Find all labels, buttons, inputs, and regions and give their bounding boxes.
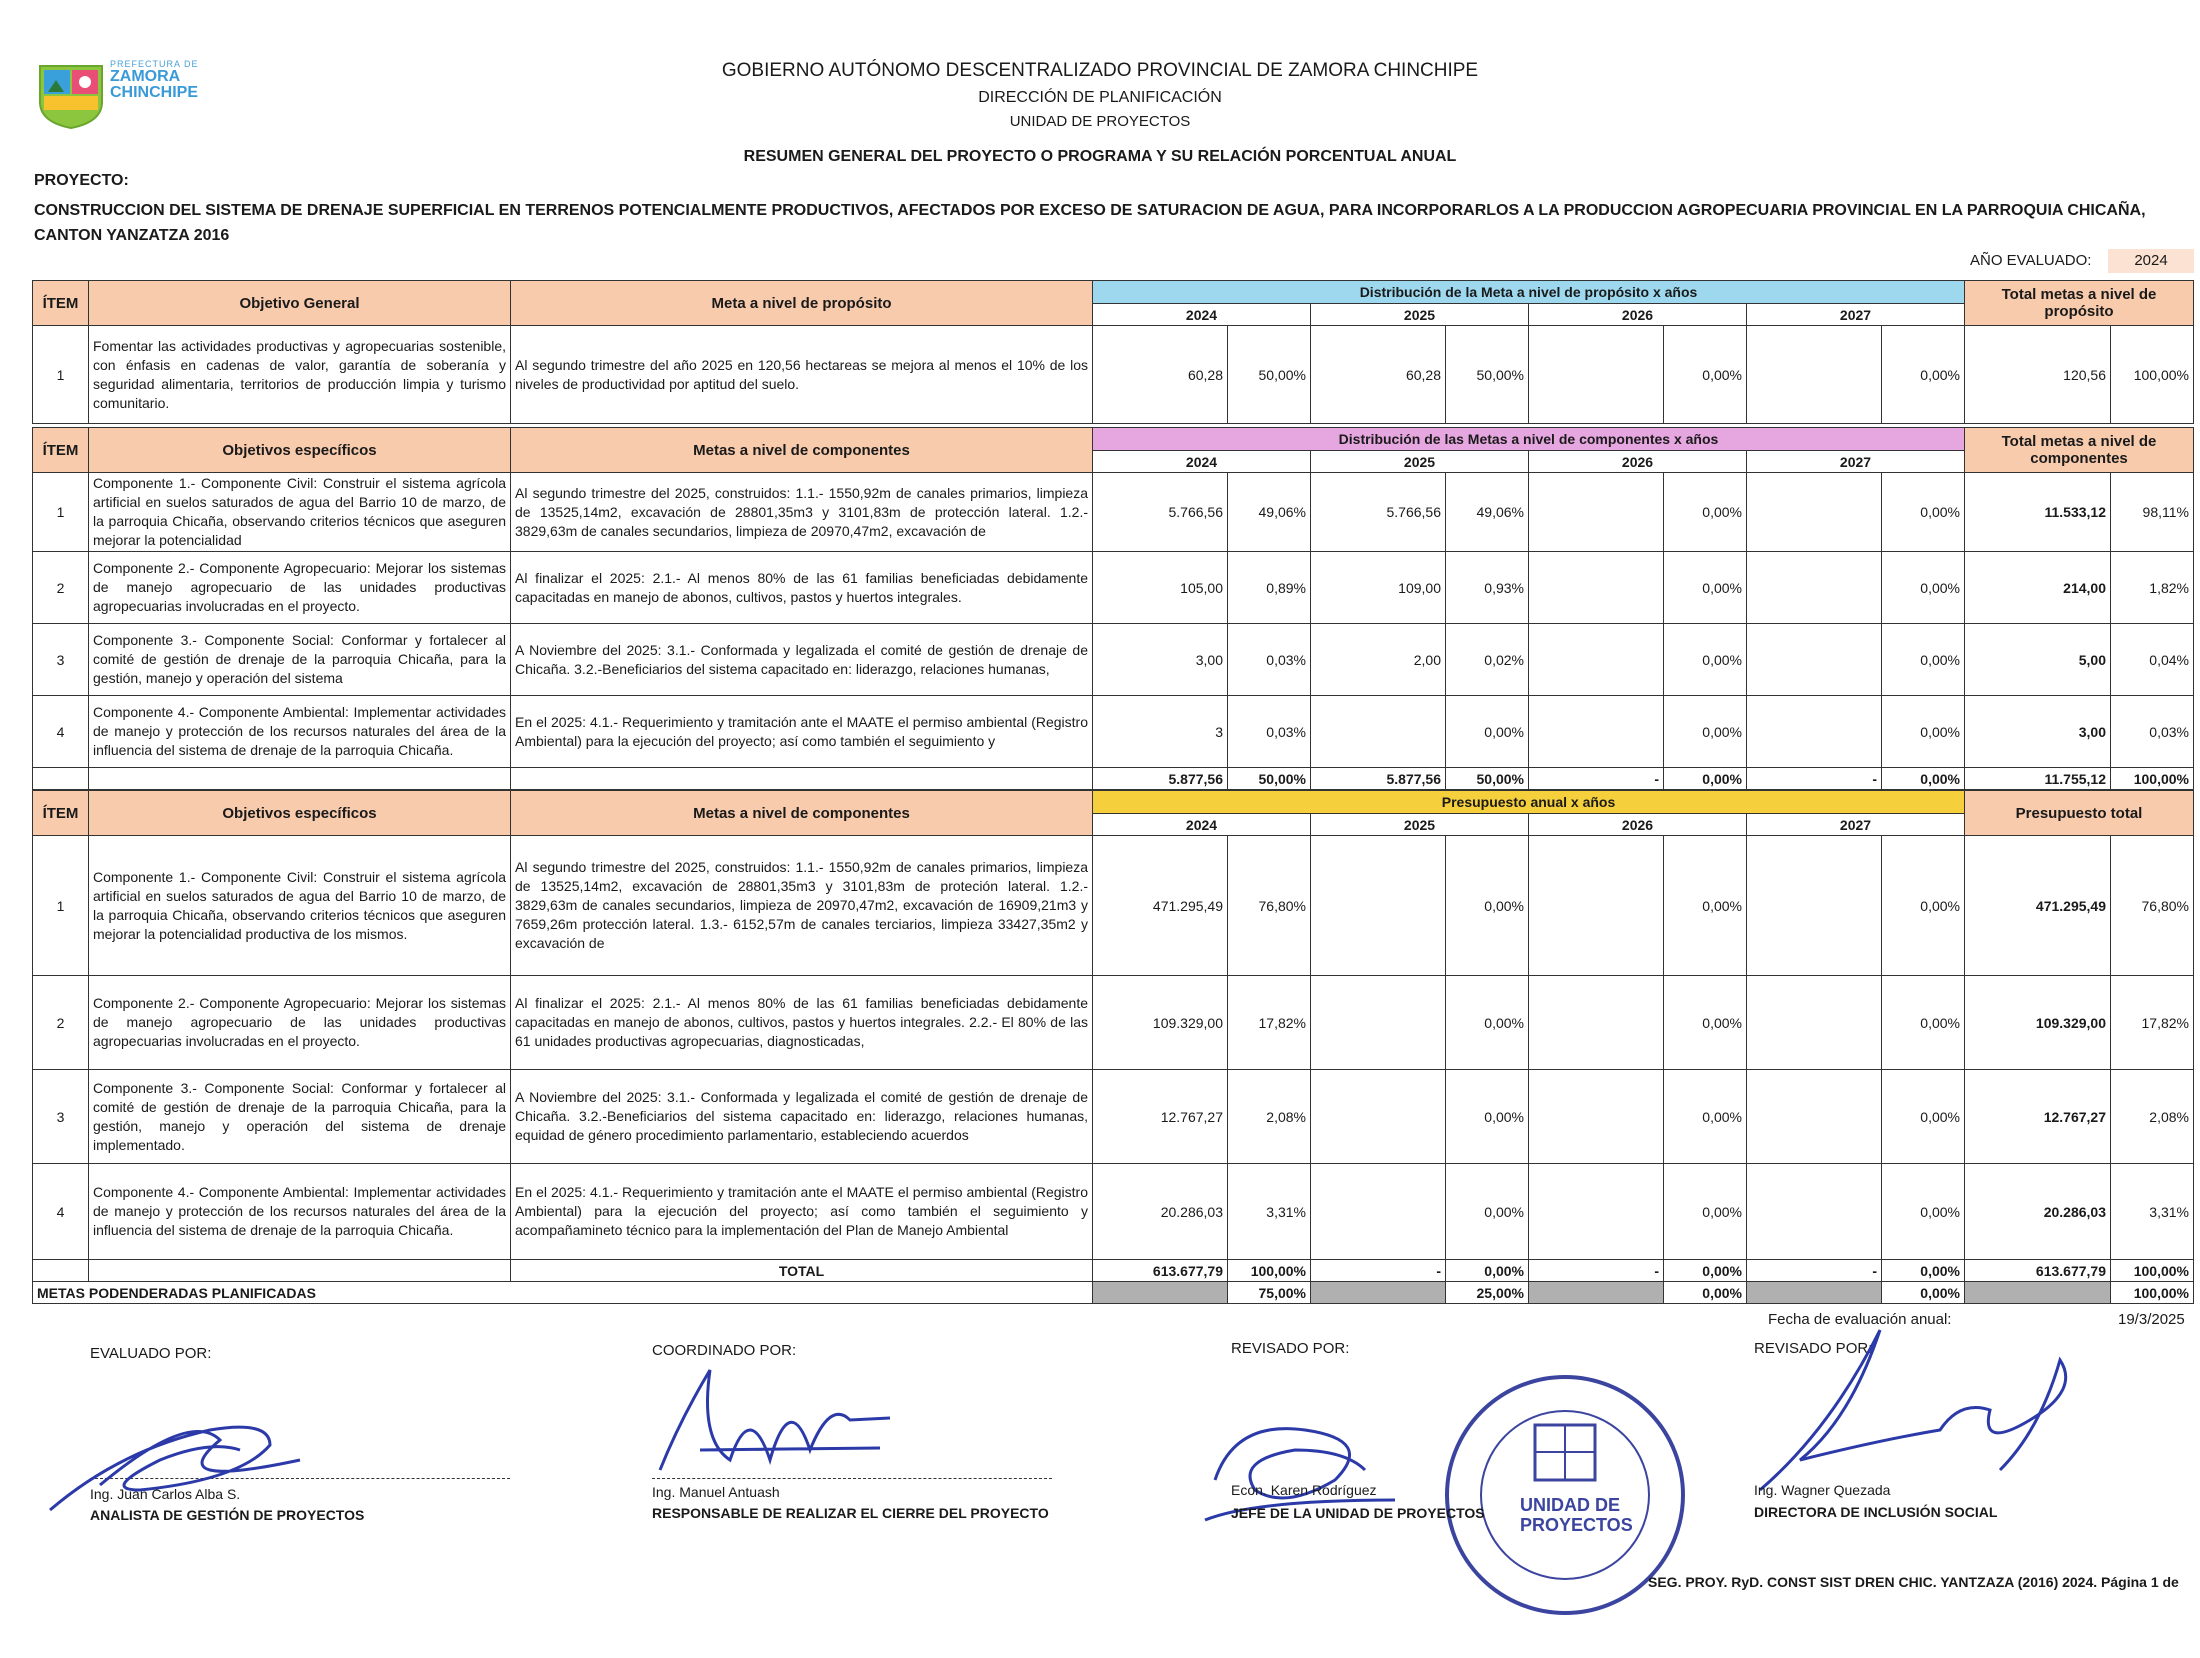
percent-2024: 3,31% xyxy=(1228,1164,1311,1260)
goal-text: A Noviembre del 2025: 3.1.- Conformada y legalizada el comité de gestión de drenaje de Chicaña. 3.2.-Beneficiarios del sistema capacitado en: liderazgo, relaciones humanas, equidad de género procedimiento parlamentario, estableciendo acuerdos xyxy=(511,1070,1093,1164)
year-header: 2025 xyxy=(1311,451,1529,473)
signer-role: JEFE DE LA UNIDAD DE PROYECTOS xyxy=(1231,1505,1485,1521)
item-number: 3 xyxy=(33,1070,89,1164)
total-percent: 1,82% xyxy=(2111,552,2194,624)
percent-2027: 0,00% xyxy=(1882,976,1965,1070)
total-2027: - xyxy=(1747,1260,1882,1282)
percent-2025: 0,00% xyxy=(1446,976,1529,1070)
item-number: 4 xyxy=(33,1164,89,1260)
table-row xyxy=(33,696,2194,768)
grand-total: 613.677,79 xyxy=(1965,1260,2111,1282)
year-header: 2025 xyxy=(1311,814,1529,836)
percent-2025: 0,02% xyxy=(1446,624,1529,696)
percent-2026: 0,00% xyxy=(1664,473,1747,552)
total-percent: 2,08% xyxy=(2111,1070,2194,1164)
percent-2025: 49,06% xyxy=(1446,473,1529,552)
percent-2024: 49,06% xyxy=(1228,473,1311,552)
value-2026 xyxy=(1529,326,1664,424)
year-header: 2025 xyxy=(1311,304,1529,326)
objective-text: Componente 2.- Componente Agropecuario: Mejorar los sistemas de manejo agropecuario de las unidades productivas agropecuarias involucradas en el proyecto. xyxy=(89,976,511,1070)
total-2025: 5.877,56 xyxy=(1311,768,1446,790)
value-2024: 3 xyxy=(1093,696,1228,768)
signature-label: COORDINADO POR: xyxy=(652,1342,797,1359)
value-2026 xyxy=(1529,473,1664,552)
value-2025 xyxy=(1311,1070,1446,1164)
total-value: 120,56 xyxy=(1965,326,2111,424)
year-header: 2026 xyxy=(1529,814,1747,836)
value-2025: 2,00 xyxy=(1311,624,1446,696)
value-2026 xyxy=(1529,552,1664,624)
header-component-goals: Metas a nivel de componentes xyxy=(511,791,1093,836)
weighted-2026: 0,00% xyxy=(1664,1282,1747,1304)
value-2027 xyxy=(1747,1164,1882,1260)
percent-2027: 0,00% xyxy=(1882,552,1965,624)
goal-text: Al segundo trimestre del 2025, construidos: 1.1.- 1550,92m de canales primarios, limpieza de 13525,14m2, excavación de 28801,35m3 y 3101,83m de proteción lateral. 1.2.- 3829,63m de canales secundarios, limpieza de 20970,47m2, excavación de 16909,21m3 y 7659,26m protección lateral. 1.3.- 6152,57m de canales terciarios, limpieza 33427,35m2 y excavación de xyxy=(511,836,1093,976)
value-2025 xyxy=(1311,1164,1446,1260)
percent-2024: 50,00% xyxy=(1228,326,1311,424)
total-2026: - xyxy=(1529,768,1664,790)
value-2024: 60,28 xyxy=(1093,326,1228,424)
signer-role: DIRECTORA DE INCLUSIÓN SOCIAL xyxy=(1754,1504,1998,1520)
table-row xyxy=(33,836,2194,976)
weighted-total: 100,00% xyxy=(2111,1282,2194,1304)
value-2024: 471.295,49 xyxy=(1093,836,1228,976)
percent-2025: 0,00% xyxy=(1446,696,1529,768)
year-header: 2027 xyxy=(1747,304,1965,326)
component-goals-table xyxy=(32,427,2194,790)
percent-2025: 50,00% xyxy=(1446,326,1529,424)
value-2027 xyxy=(1747,326,1882,424)
total-value: 5,00 xyxy=(1965,624,2111,696)
stamp-center-text xyxy=(1520,1495,1633,1535)
total-value: 214,00 xyxy=(1965,552,2111,624)
total-percent: 98,11% xyxy=(2111,473,2194,552)
year-header: 2024 xyxy=(1093,304,1311,326)
item-number: 2 xyxy=(33,552,89,624)
percent-2026: 0,00% xyxy=(1664,1164,1747,1260)
percent-2026: 0,00% xyxy=(1664,326,1747,424)
year-header: 2026 xyxy=(1529,451,1747,473)
header-specific-objectives: Objetivos específicos xyxy=(89,428,511,473)
grand-total-percent: 100,00% xyxy=(2111,1260,2194,1282)
year-header: 2027 xyxy=(1747,451,1965,473)
value-2027 xyxy=(1747,1070,1882,1164)
objective-text: Componente 3.- Componente Social: Conformar y fortalecer al comité de gestión de drenaje de la parroquia Chicaña, para la gestión, manejo y operación del sistema xyxy=(89,624,511,696)
header-item: ÍTEM xyxy=(33,791,89,836)
total-value: 471.295,49 xyxy=(1965,836,2111,976)
grand-total: 11.755,12 xyxy=(1965,768,2111,790)
item-number: 1 xyxy=(33,326,89,424)
value-2027 xyxy=(1747,696,1882,768)
value-2025: 5.766,56 xyxy=(1311,473,1446,552)
total-value: 12.767,27 xyxy=(1965,1070,2111,1164)
value-2024: 12.767,27 xyxy=(1093,1070,1228,1164)
total-2024: 613.677,79 xyxy=(1093,1260,1228,1282)
project-label: PROYECTO: xyxy=(34,172,129,189)
unit-title: UNIDAD DE PROYECTOS xyxy=(1009,113,1191,130)
item-number: 2 xyxy=(33,976,89,1070)
table-row xyxy=(33,976,2194,1070)
evaluation-date-label: Fecha de evaluación anual: xyxy=(1768,1311,1952,1328)
value-2025 xyxy=(1311,836,1446,976)
totals-row xyxy=(33,1260,2194,1282)
value-2025: 60,28 xyxy=(1311,326,1446,424)
total-percent-2027: 0,00% xyxy=(1882,768,1965,790)
value-2026 xyxy=(1529,1164,1664,1260)
weighted-2025: 25,00% xyxy=(1446,1282,1529,1304)
table-row xyxy=(33,1164,2194,1260)
total-percent: 0,03% xyxy=(2111,696,2194,768)
signature-scribble-4 xyxy=(1740,1310,2100,1510)
total-percent-2025: 50,00% xyxy=(1446,768,1529,790)
total-2027: - xyxy=(1747,768,1882,790)
header-item: ÍTEM xyxy=(33,428,89,473)
percent-2025: 0,00% xyxy=(1446,836,1529,976)
value-2024: 105,00 xyxy=(1093,552,1228,624)
goal-text: A Noviembre del 2025: 3.1.- Conformada y legalizada el comité de gestión de drenaje de Chicaña. 3.2.-Beneficiarios del sistema capacitado en: liderazgo, relaciones humanas, xyxy=(511,624,1093,696)
table-row xyxy=(33,473,2194,552)
total-value: 3,00 xyxy=(1965,696,2111,768)
objective-text: Componente 2.- Componente Agropecuario: Mejorar los sistemas de manejo agropecuario de las unidades productivas agropecuarias involucradas en el proyecto. xyxy=(89,552,511,624)
item-number: 4 xyxy=(33,696,89,768)
total-value: 20.286,03 xyxy=(1965,1164,2111,1260)
percent-2027: 0,00% xyxy=(1882,696,1965,768)
total-percent-2026: 0,00% xyxy=(1664,1260,1747,1282)
signer-name: Ing. Wagner Quezada xyxy=(1754,1482,1891,1498)
objective-text: Componente 4.- Componente Ambiental: Implementar actividades de manejo y protección de los recursos naturales del área de la influencia del sistema de drenaje de la parroquia Chicaña. xyxy=(89,696,511,768)
goal-text: Al finalizar el 2025: 2.1.- Al menos 80% de las 61 familias beneficiadas debidamente capacitadas en manejo de abonos, cultivos, pastos y huertos integrales. 2.2.- El 80% de las 61 unidades productivas agropecuarias, diagnosticadas, xyxy=(511,976,1093,1070)
percent-2026: 0,00% xyxy=(1664,624,1747,696)
totals-row xyxy=(33,768,2194,790)
total-percent: 17,82% xyxy=(2111,976,2194,1070)
total-percent-2026: 0,00% xyxy=(1664,768,1747,790)
percent-2027: 0,00% xyxy=(1882,1070,1965,1164)
objective-text: Fomentar las actividades productivas y agropecuarias sostenible, con énfasis en cadenas de valor, garantía de soberanía y seguridad alimentaria, territorios de producción limpia y turismo comunitario. xyxy=(89,326,511,424)
percent-2024: 17,82% xyxy=(1228,976,1311,1070)
purpose-goal-table xyxy=(32,280,2194,424)
signer-name: Ing. Manuel Antuash xyxy=(652,1484,780,1500)
value-2024: 109.329,00 xyxy=(1093,976,1228,1070)
goal-text: Al segundo trimestre del año 2025 en 120,56 hectareas se mejora al menos el 10% de los niveles de productividad por aptitud del suelo. xyxy=(511,326,1093,424)
objective-text: Componente 1.- Componente Civil: Construir el sistema agrícola artificial en suelos saturados de agua del Barrio 10 de marzo, de la parroquia Chicaña, observando criterios técnicos que aseguren mejorar la potencialidad xyxy=(89,473,511,552)
percent-2027: 0,00% xyxy=(1882,326,1965,424)
header-annual-budget: Presupuesto anual x años xyxy=(1093,791,1965,814)
value-2025 xyxy=(1311,976,1446,1070)
total-percent: 3,31% xyxy=(2111,1164,2194,1260)
header-item: ÍTEM xyxy=(33,281,89,326)
header-specific-objectives: Objetivos específicos xyxy=(89,791,511,836)
header-total-goals: Total metas a nivel de propósito xyxy=(1965,281,2194,326)
percent-2026: 0,00% xyxy=(1664,696,1747,768)
percent-2026: 0,00% xyxy=(1664,976,1747,1070)
weighted-2027: 0,00% xyxy=(1882,1282,1965,1304)
goal-text: En el 2025: 4.1.- Requerimiento y tramitación ante el MAATE el permiso ambiental (Registro Ambiental) para la ejecución del proyecto; así como también el seguimiento y acompañamineto técnico para la implementación del Plan de Manejo Ambiental xyxy=(511,1164,1093,1260)
total-percent: 100,00% xyxy=(2111,326,2194,424)
table-row xyxy=(33,1070,2194,1164)
footer-code: SEG. PROY. RyD. CONST SIST DREN CHIC. YANTZAZA (2016) 2024. Página 1 de xyxy=(1648,1574,2179,1590)
header-purpose-goal: Meta a nivel de propósito xyxy=(511,281,1093,326)
budget-table xyxy=(32,790,2194,1304)
table-row xyxy=(33,326,2194,424)
value-2024: 20.286,03 xyxy=(1093,1164,1228,1260)
value-2027 xyxy=(1747,624,1882,696)
total-percent: 0,04% xyxy=(2111,624,2194,696)
value-2026 xyxy=(1529,836,1664,976)
evaluated-year-label: AÑO EVALUADO: xyxy=(1970,252,2092,269)
grand-total-percent: 100,00% xyxy=(2111,768,2194,790)
year-header: 2027 xyxy=(1747,814,1965,836)
objective-text: Componente 3.- Componente Social: Conformar y fortalecer al comité de gestión de drenaje de la parroquia Chicaña, para la gestión, manejo y operación del sistema de drenaje implementado. xyxy=(89,1070,511,1164)
total-label: TOTAL xyxy=(511,1260,1093,1282)
table-row xyxy=(33,624,2194,696)
signature-label: REVISADO POR: xyxy=(1754,1340,1873,1357)
value-2025: 109,00 xyxy=(1311,552,1446,624)
percent-2027: 0,00% xyxy=(1882,836,1965,976)
weighted-2024: 75,00% xyxy=(1228,1282,1311,1304)
goal-text: Al segundo trimestre del 2025, construidos: 1.1.- 1550,92m de canales primarios, limpieza de 13525,14m2, excavación de 28801,35m3 y 3101,83m de protección lateral. 1.2.- 3829,63m de canales secundarios, limpieza de 20970,47m2, excavación de xyxy=(511,473,1093,552)
item-number: 3 xyxy=(33,624,89,696)
percent-2025: 0,93% xyxy=(1446,552,1529,624)
stamp-center-line-1: UNIDAD DE xyxy=(1520,1495,1621,1515)
header-component-goals: Metas a nivel de componentes xyxy=(511,428,1093,473)
government-title: GOBIERNO AUTÓNOMO DESCENTRALIZADO PROVINCIAL DE ZAMORA CHINCHIPE xyxy=(721,60,1479,81)
total-percent: 76,80% xyxy=(2111,836,2194,976)
percent-2027: 0,00% xyxy=(1882,473,1965,552)
percent-2026: 0,00% xyxy=(1664,1070,1747,1164)
value-2027 xyxy=(1747,552,1882,624)
percent-2025: 0,00% xyxy=(1446,1070,1529,1164)
total-2025: - xyxy=(1311,1260,1446,1282)
summary-title: RESUMEN GENERAL DEL PROYECTO O PROGRAMA Y SU RELACIÓN PORCENTUAL ANUAL xyxy=(743,148,1457,165)
logo-line-1: PREFECTURA DE xyxy=(110,59,199,69)
year-header: 2024 xyxy=(1093,451,1311,473)
total-2024: 5.877,56 xyxy=(1093,768,1228,790)
percent-2026: 0,00% xyxy=(1664,836,1747,976)
goal-text: En el 2025: 4.1.- Requerimiento y tramitación ante el MAATE el permiso ambiental (Registro Ambiental) para la ejecución del proyecto; así como también el seguimiento y xyxy=(511,696,1093,768)
value-2026 xyxy=(1529,976,1664,1070)
header-total-goals: Total metas a nivel de componentes xyxy=(1965,428,2194,473)
total-percent-2027: 0,00% xyxy=(1882,1260,1965,1282)
year-header: 2024 xyxy=(1093,814,1311,836)
signer-name: Ing. Juan Carlos Alba S. xyxy=(90,1486,241,1502)
goal-text: Al finalizar el 2025: 2.1.- Al menos 80% de las 61 familias beneficiadas debidamente capacitadas en manejo de abonos, cultivos, pastos y huertos integrales. xyxy=(511,552,1093,624)
value-2026 xyxy=(1529,624,1664,696)
item-number: 1 xyxy=(33,836,89,976)
percent-2024: 76,80% xyxy=(1228,836,1311,976)
percent-2027: 0,00% xyxy=(1882,624,1965,696)
weighted-label: METAS PODENDERADAS PLANIFICADAS xyxy=(33,1282,1093,1304)
percent-2026: 0,00% xyxy=(1664,552,1747,624)
signature-label: EVALUADO POR: xyxy=(90,1345,212,1362)
total-percent-2024: 100,00% xyxy=(1228,1260,1311,1282)
project-name: CONSTRUCCION DEL SISTEMA DE DRENAJE SUPERFICIAL EN TERRENOS POTENCIALMENTE PRODUCTIVOS, AFECTADOS POR EXCESO DE SATURACION DE AGUA, PARA INCORPORARLOS A LA PRODUCCION AGROPECUARIA PROVINCIAL EN LA PARROQUIA CHICAÑA, CANTON YANZATZA 2016 xyxy=(34,202,2146,244)
signer-role: ANALISTA DE GESTIÓN DE PROYECTOS xyxy=(90,1507,365,1523)
signature-label: REVISADO POR: xyxy=(1231,1340,1350,1357)
direction-title: DIRECCIÓN DE PLANIFICACIÓN xyxy=(978,89,1222,106)
signature-scribble-2 xyxy=(640,1360,900,1490)
percent-2024: 2,08% xyxy=(1228,1070,1311,1164)
header-distribution: Distribución de la Meta a nivel de propósito x años xyxy=(1093,281,1965,304)
year-header: 2026 xyxy=(1529,304,1747,326)
percent-2024: 0,03% xyxy=(1228,624,1311,696)
item-number: 1 xyxy=(33,473,89,552)
percent-2025: 0,00% xyxy=(1446,1164,1529,1260)
total-value: 11.533,12 xyxy=(1965,473,2111,552)
value-2027 xyxy=(1747,836,1882,976)
value-2025 xyxy=(1311,696,1446,768)
percent-2024: 0,89% xyxy=(1228,552,1311,624)
value-2024: 5.766,56 xyxy=(1093,473,1228,552)
logo-line-2: ZAMORA xyxy=(110,68,181,85)
table-row xyxy=(33,552,2194,624)
stamp-center-line-2: PROYECTOS xyxy=(1520,1515,1633,1535)
evaluation-date: 19/3/2025 xyxy=(2118,1311,2185,1328)
total-value: 109.329,00 xyxy=(1965,976,2111,1070)
value-2027 xyxy=(1747,976,1882,1070)
value-2026 xyxy=(1529,1070,1664,1164)
total-2026: - xyxy=(1529,1260,1664,1282)
weighted-row xyxy=(33,1282,2194,1304)
signer-role: RESPONSABLE DE REALIZAR EL CIERRE DEL PROYECTO xyxy=(652,1505,1049,1521)
evaluated-year-value: 2024 xyxy=(2108,249,2194,273)
logo-line-3: CHINCHIPE xyxy=(110,84,199,101)
header-distribution: Distribución de las Metas a nivel de componentes x años xyxy=(1093,428,1965,451)
value-2027 xyxy=(1747,473,1882,552)
header-total-budget: Presupuesto total xyxy=(1965,791,2194,836)
total-percent-2025: 0,00% xyxy=(1446,1260,1529,1282)
signer-name: Econ. Karen Rodríguez xyxy=(1231,1482,1377,1498)
value-2024: 3,00 xyxy=(1093,624,1228,696)
objective-text: Componente 1.- Componente Civil: Construir el sistema agrícola artificial en suelos saturados de agua del Barrio 10 de marzo, de la parroquia Chicaña, observando criterios técnicos que aseguren mejorar la potencialidad productiva de los mismos. xyxy=(89,836,511,976)
total-percent-2024: 50,00% xyxy=(1228,768,1311,790)
header-general-objective: Objetivo General xyxy=(89,281,511,326)
value-2026 xyxy=(1529,696,1664,768)
percent-2027: 0,00% xyxy=(1882,1164,1965,1260)
objective-text: Componente 4.- Componente Ambiental: Implementar actividades de manejo y protección de los recursos naturales del área de la influencia del sistema de drenaje de la parroquia Chicaña. xyxy=(89,1164,511,1260)
percent-2024: 0,03% xyxy=(1228,696,1311,768)
